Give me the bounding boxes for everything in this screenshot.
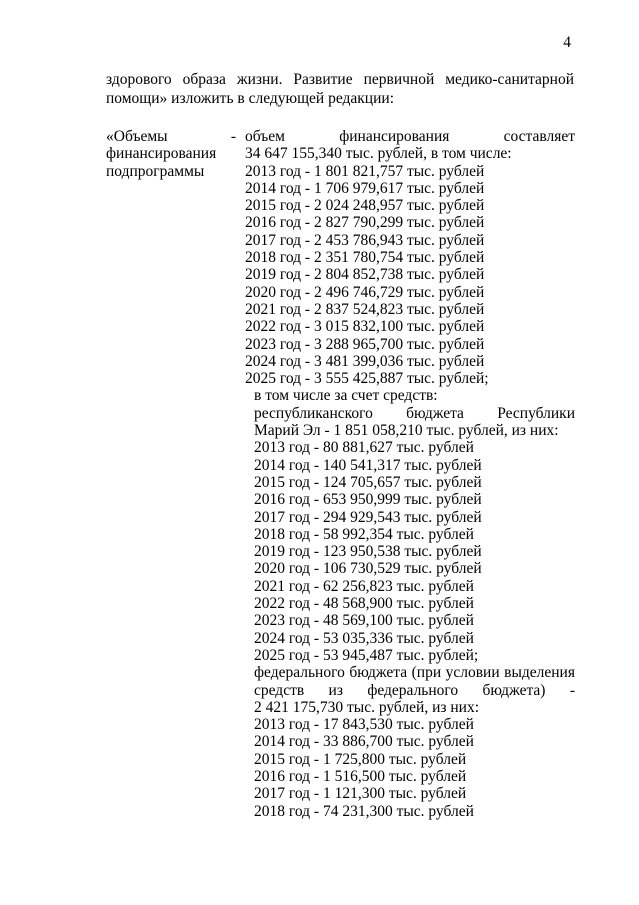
- total-year-2022: 2022 год - 3 015 832,100 тыс. рублей: [245, 318, 485, 336]
- label-line-3: подпрограммы: [106, 162, 205, 180]
- federal-line-3: 2 421 175,730 тыс. рублей, из них:: [254, 698, 480, 716]
- republic-line-2: Марий Эл - 1 851 058,210 тыс. рублей, из них:: [254, 422, 559, 440]
- total-year-2025: 2025 год - 3 555 425,887 тыс. рублей;: [245, 370, 489, 388]
- total-year-2014: 2014 год - 1 706 979,617 тыс. рублей: [245, 179, 485, 197]
- republic-line-1: республиканского бюджета Республики: [254, 404, 575, 422]
- total-year-2017: 2017 год - 2 453 786,943 тыс. рублей: [245, 231, 485, 249]
- label-line-1: [106, 128, 236, 145]
- federal-year-2015: 2015 год - 1 725,800 тыс. рублей: [254, 750, 467, 768]
- republic-year-2017: 2017 год - 294 929,543 тыс. рублей: [254, 508, 482, 526]
- label-dash: -: [230, 128, 236, 145]
- table-label-column: [106, 128, 236, 180]
- federal-year-2018: 2018 год - 74 231,300 тыс. рублей: [254, 802, 474, 820]
- republic-year-2016: 2016 год - 653 950,999 тыс. рублей: [254, 491, 482, 509]
- republic-year-2014: 2014 год - 140 541,317 тыс. рублей: [254, 456, 482, 474]
- page-number: 4: [563, 34, 571, 51]
- federal-year-2014: 2014 год - 33 886,700 тыс. рублей: [254, 733, 474, 751]
- intro-line-1: здорового образа жизни. Развитие первичной медико-санитарной: [106, 71, 574, 88]
- total-line-1: объем финансирования составляет: [245, 128, 575, 145]
- republic-year-2018: 2018 год - 58 992,354 тыс. рублей: [254, 525, 474, 543]
- republic-year-2021: 2021 год - 62 256,823 тыс. рублей: [254, 577, 474, 595]
- republic-year-2022: 2022 год - 48 568,900 тыс. рублей: [254, 595, 474, 613]
- total-line-2: 34 647 155,340 тыс. рублей, в том числе:: [245, 145, 512, 163]
- table-content-column: [245, 128, 575, 820]
- sources-intro: в том числе за счет средств:: [254, 387, 438, 405]
- total-year-2015: 2015 год - 2 024 248,957 тыс. рублей: [245, 197, 485, 215]
- total-year-2021: 2021 год - 2 837 524,823 тыс. рублей: [245, 300, 485, 318]
- total-year-2023: 2023 год - 3 288 965,700 тыс. рублей: [245, 335, 485, 353]
- intro-paragraph: [106, 71, 574, 108]
- total-year-2024: 2024 год - 3 481 399,036 тыс. рублей: [245, 352, 485, 370]
- intro-line-2: помощи» изложить в следующей редакции:: [106, 89, 394, 107]
- total-year-2018: 2018 год - 2 351 780,754 тыс. рублей: [245, 249, 485, 267]
- republic-year-2020: 2020 год - 106 730,529 тыс. рублей: [254, 560, 482, 578]
- total-year-2020: 2020 год - 2 496 746,729 тыс. рублей: [245, 283, 485, 301]
- federal-line-1: федерального бюджета (при условии выделения: [254, 664, 575, 682]
- republic-year-2023: 2023 год - 48 569,100 тыс. рублей: [254, 612, 474, 630]
- federal-year-2017: 2017 год - 1 121,300 тыс. рублей: [254, 785, 467, 803]
- republic-year-2015: 2015 год - 124 705,657 тыс. рублей: [254, 473, 482, 491]
- republic-year-2024: 2024 год - 53 035,336 тыс. рублей: [254, 629, 474, 647]
- total-year-2013: 2013 год - 1 801 821,757 тыс. рублей: [245, 162, 485, 180]
- total-year-2016: 2016 год - 2 827 790,299 тыс. рублей: [245, 214, 485, 232]
- federal-year-2013: 2013 год - 17 843,530 тыс. рублей: [254, 716, 474, 734]
- federal-year-2016: 2016 год - 1 516,500 тыс. рублей: [254, 767, 467, 785]
- republic-year-2013: 2013 год - 80 881,627 тыс. рублей: [254, 439, 474, 457]
- label-word-volumes: «Объемы: [106, 128, 168, 145]
- republic-year-2019: 2019 год - 123 950,538 тыс. рублей: [254, 543, 482, 561]
- total-year-2019: 2019 год - 2 804 852,738 тыс. рублей: [245, 266, 485, 284]
- federal-line-2: средств из федерального бюджета) -: [254, 681, 575, 699]
- republic-year-2025: 2025 год - 53 945,487 тыс. рублей;: [254, 646, 479, 664]
- label-line-2: финансирования: [106, 145, 217, 163]
